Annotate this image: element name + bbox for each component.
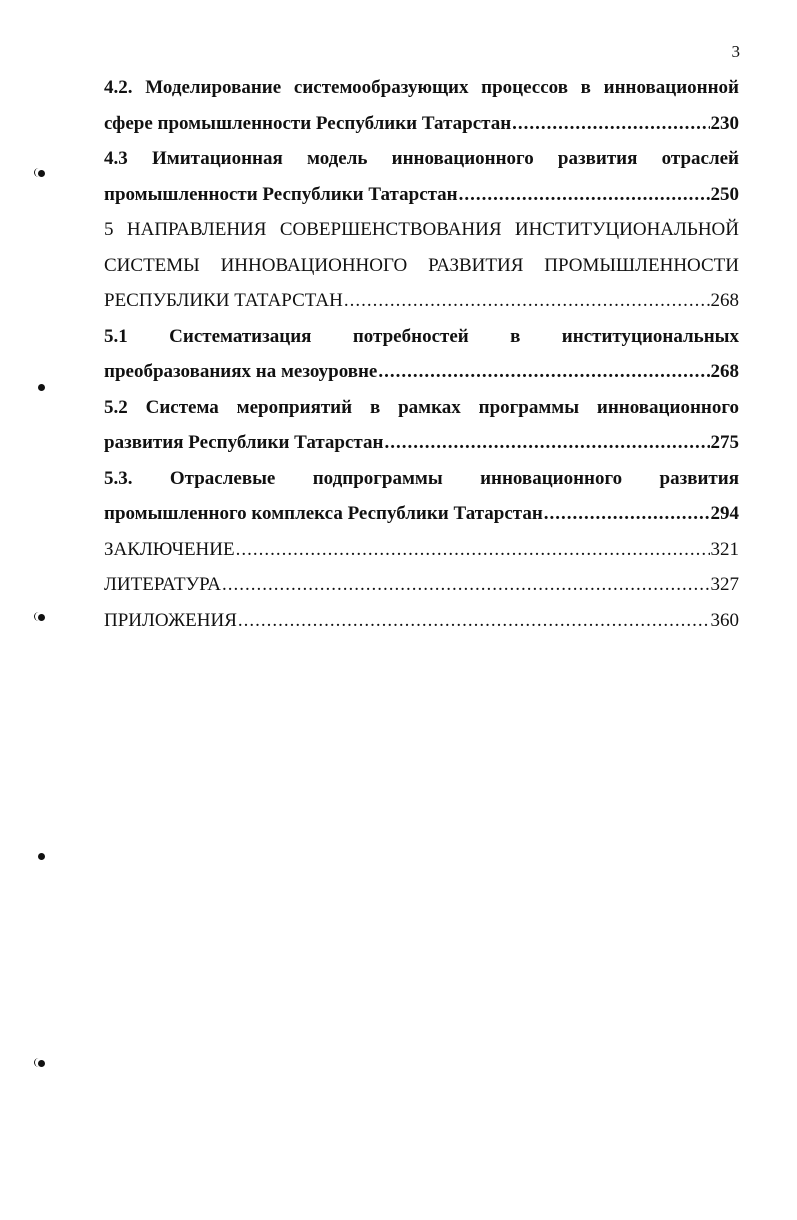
toc-entry-leader-line	[104, 567, 739, 603]
toc-entry-5	[104, 212, 739, 319]
toc-page-ref: 275	[710, 432, 739, 453]
toc-entry-5-3	[104, 461, 739, 532]
binder-hole-mark	[38, 1060, 45, 1067]
toc-entry-title-end: ЛИТЕРАТУРА	[104, 574, 221, 595]
toc-page-ref: 294	[710, 503, 739, 524]
toc-entry-appendices	[104, 603, 739, 639]
binder-hole-mark	[38, 170, 45, 177]
dot-leader	[238, 603, 710, 639]
toc-entry-title-end: сфере промышленности Республики Татарстан	[104, 112, 512, 134]
toc-entry-5-2	[104, 390, 739, 461]
toc-page-ref: 268	[710, 361, 739, 382]
toc-entry-literature	[104, 567, 739, 603]
toc-entry-leader-line	[104, 106, 739, 142]
toc-entry-5-1	[104, 319, 739, 390]
toc-page-ref: 327	[710, 574, 739, 595]
toc-entry-leader-line	[104, 532, 739, 568]
toc-entry-4-3	[104, 141, 739, 212]
dot-leader	[236, 532, 710, 568]
toc-entry-leader-line	[104, 354, 739, 390]
binder-hole-mark	[38, 384, 45, 391]
dot-leader	[459, 177, 710, 213]
toc-entry-leader-line	[104, 283, 739, 319]
binder-hole-mark	[38, 614, 45, 621]
table-of-contents	[104, 70, 739, 638]
toc-entry-leader-line	[104, 496, 739, 532]
toc-entry-title-end: развития Республики Татарстан	[104, 432, 384, 453]
toc-page-ref: 230	[710, 112, 739, 134]
dot-leader	[222, 567, 710, 603]
toc-entry-leader-line	[104, 425, 739, 461]
toc-entry-line: 4.2. Моделирование системообразующих процессов в инновационной	[104, 77, 739, 98]
dot-leader	[544, 496, 710, 532]
toc-entry-line: 5.1 Систематизация потребностей в институциональных	[104, 325, 739, 347]
toc-entry-line: СИСТЕМЫ ИННОВАЦИОННОГО РАЗВИТИЯ ПРОМЫШЛЕННОСТИ	[104, 254, 739, 276]
toc-entry-line: 4.3 Имитационная модель инновационного развития отраслей	[104, 148, 739, 169]
toc-entry-line: 5 НАПРАВЛЕНИЯ СОВЕРШЕНСТВОВАНИЯ ИНСТИТУЦИОНАЛЬНОЙ	[104, 219, 739, 240]
toc-entry-title-end: ЗАКЛЮЧЕНИЕ	[104, 538, 235, 560]
dot-leader	[512, 106, 709, 142]
dot-leader	[378, 354, 709, 390]
toc-entry-line: 5.3. Отраслевые подпрограммы инновационного развития	[104, 467, 739, 489]
toc-page-ref: 268	[710, 290, 739, 311]
page-number: 3	[731, 42, 740, 61]
toc-entry-title-end: преобразованиях на мезоуровне	[104, 361, 378, 382]
toc-entry-line: 5.2 Система мероприятий в рамках программы инновационного	[104, 396, 739, 418]
toc-entry-4-2	[104, 70, 739, 141]
dot-leader	[384, 425, 709, 461]
toc-page-ref: 321	[710, 538, 739, 560]
dot-leader	[344, 283, 710, 319]
toc-page-ref: 360	[710, 609, 739, 631]
toc-entry-leader-line	[104, 603, 739, 639]
toc-entry-leader-line	[104, 177, 739, 213]
toc-page-ref: 250	[710, 183, 739, 205]
binder-hole-mark	[38, 853, 45, 860]
toc-entry-title-end: РЕСПУБЛИКИ ТАТАРСТАН	[104, 290, 343, 311]
toc-entry-title-end: промышленности Республики Татарстан	[104, 183, 458, 205]
toc-entry-title-end: промышленного комплекса Республики Татарстан	[104, 503, 543, 524]
toc-entry-conclusion	[104, 532, 739, 568]
toc-entry-title-end: ПРИЛОЖЕНИЯ	[104, 609, 237, 631]
